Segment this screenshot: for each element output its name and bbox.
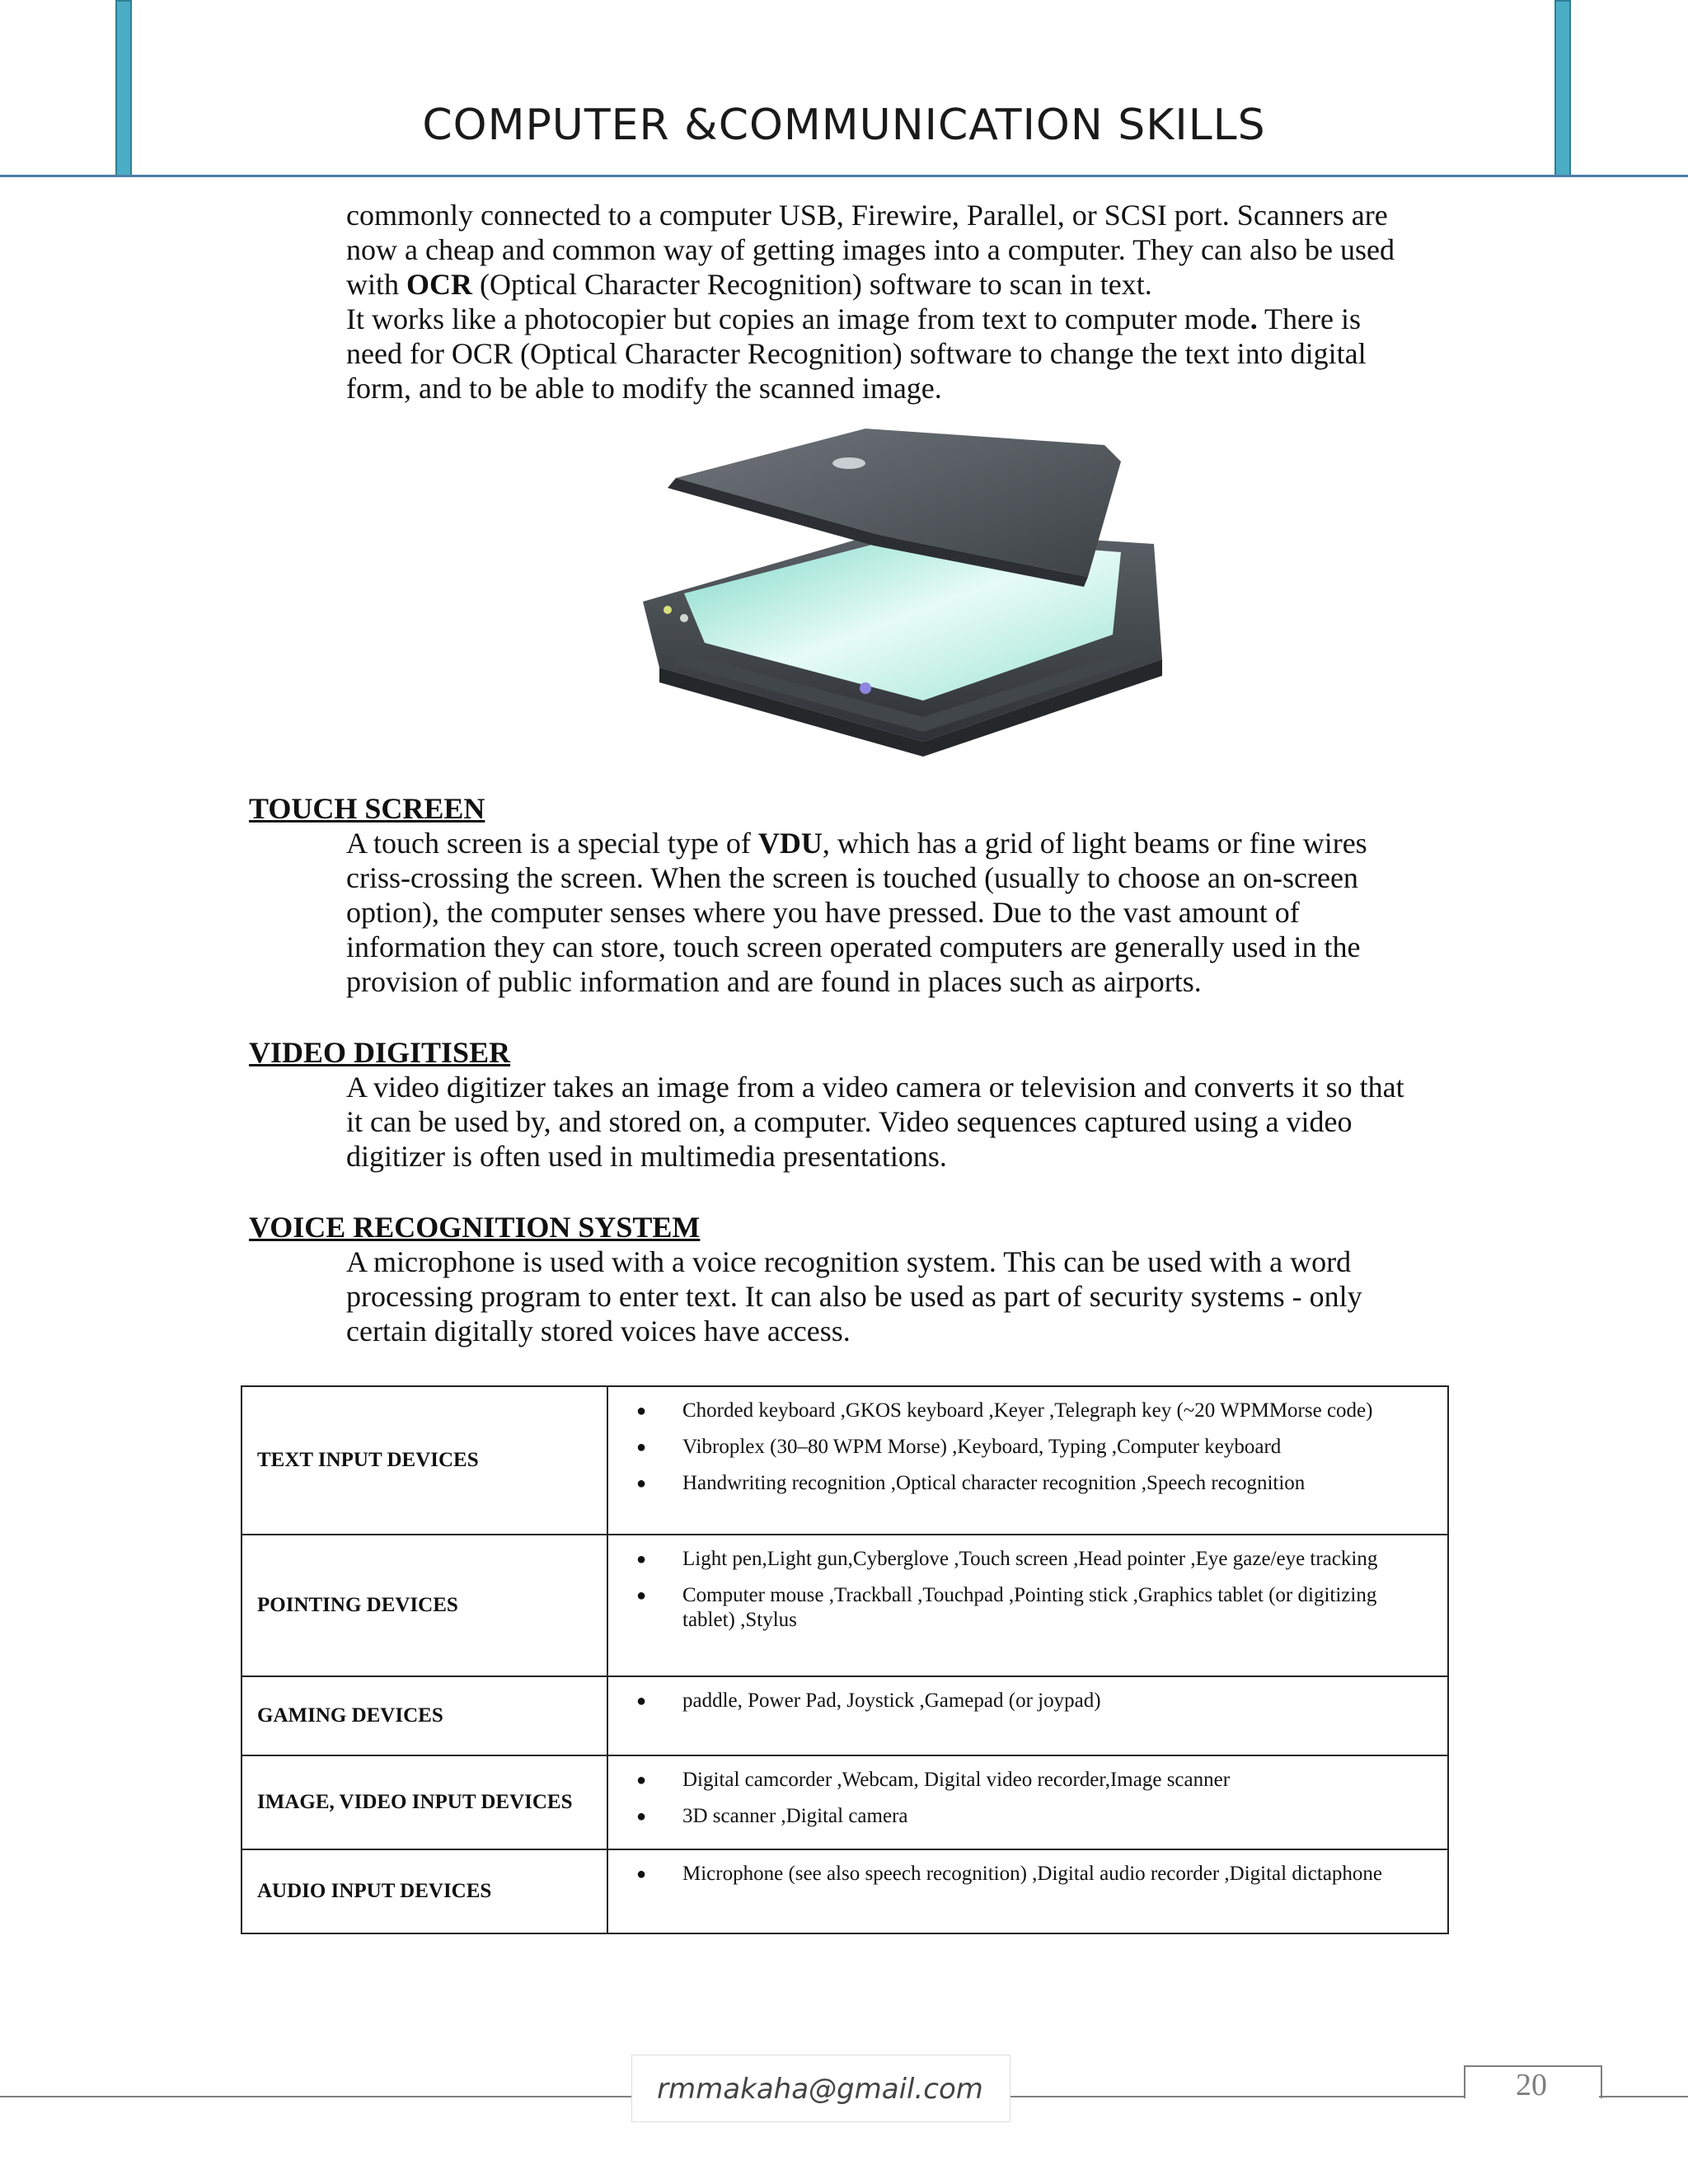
table-row [241, 1386, 1448, 1535]
text-line: A video digitizer takes an image from a video camera or television and converts it so that [346, 1071, 1404, 1104]
list-item: ● paddle, Power Pad, Joystick ,Gamepad (or joypad) [682, 1689, 1431, 1713]
items-cell [607, 1755, 1448, 1849]
footer-email: rmmakaha@gmail.com [657, 2073, 983, 2106]
video-digitiser-paragraph [346, 1070, 1451, 1174]
text-line: now a cheap and common way of getting images into a computer. They can also be used [346, 233, 1395, 266]
text-line: A microphone is used with a voice recognition system. This can be used with a word [346, 1245, 1352, 1278]
text-line: it can be used by, and stored on, a computer. Video sequences captured using a video [346, 1105, 1353, 1138]
voice-recognition-heading: VOICE RECOGNITION SYSTEM [249, 1211, 701, 1244]
touch-screen-heading: TOUCH SCREEN [249, 792, 485, 825]
text-line: need for OCR (Optical Character Recognition) software to change the text into digital [346, 337, 1367, 370]
items-cell [607, 1386, 1448, 1535]
text-line: option), the computer senses where you have pressed. Due to the vast amount of [346, 896, 1300, 929]
table-row [241, 1535, 1448, 1676]
text-line: provision of public information and are found in places such as airports. [346, 965, 1202, 998]
header-rule [0, 175, 1688, 177]
items-cell [607, 1535, 1448, 1676]
category-cell: POINTING DEVICES [241, 1535, 607, 1676]
category-cell: GAMING DEVICES [241, 1676, 607, 1755]
text-line: It works like a photocopier but copies an image from text to computer mode. There is [346, 302, 1361, 335]
vdu-bold: VDU [757, 827, 823, 860]
text-line: with OCR (Optical Character Recognition) software to scan in text. [346, 268, 1152, 301]
text-line: digitizer is often used in multimedia presentations. [346, 1140, 947, 1173]
page-number: 20 [1516, 2068, 1547, 2102]
input-devices-table [241, 1385, 1449, 1934]
voice-recognition-paragraph [346, 1244, 1451, 1348]
page-header-title: COMPUTER &COMMUNICATION SKILLS [422, 101, 1266, 150]
list-item: ● Microphone (see also speech recognition) ,Digital audio recorder ,Digital dictaphone [682, 1862, 1431, 1886]
text-line: criss-crossing the screen. When the screen is touched (usually to choose an on-screen [346, 861, 1358, 894]
table-row [241, 1676, 1448, 1755]
items-cell [607, 1849, 1448, 1933]
flatbed-scanner-image [626, 412, 1170, 758]
list-item: ● Light pen,Light gun,Cyberglove ,Touch screen ,Head pointer ,Eye gaze/eye tracking [682, 1547, 1431, 1572]
list-item: ● 3D scanner ,Digital camera [682, 1804, 1431, 1829]
table-row [241, 1755, 1448, 1849]
list-item: ● Handwriting recognition ,Optical character recognition ,Speech recognition [682, 1471, 1431, 1496]
text-line: A touch screen is a special type of VDU, which has a grid of light beams or fine wires [346, 827, 1367, 860]
items-cell [607, 1676, 1448, 1755]
footer-rule-right [1599, 2096, 1688, 2097]
table-row [241, 1849, 1448, 1933]
ocr-bold: OCR [406, 268, 473, 301]
list-item: ● Vibroplex (30–80 WPM Morse) ,Keyboard, Typing ,Computer keyboard [682, 1435, 1431, 1460]
category-cell: AUDIO INPUT DEVICES [241, 1849, 607, 1933]
text-line: commonly connected to a computer USB, Firewire, Parallel, or SCSI port. Scanners are [346, 199, 1388, 232]
list-item: ● Computer mouse ,Trackball ,Touchpad ,Pointing stick ,Graphics tablet (or digitizing tablet) ,Stylus [682, 1583, 1431, 1633]
footer-rule-left [0, 2096, 631, 2097]
touch-screen-paragraph [346, 826, 1451, 999]
list-item: ● Digital camcorder ,Webcam, Digital video recorder,Image scanner [682, 1768, 1431, 1793]
text-line: form, and to be able to modify the scanned image. [346, 372, 942, 405]
intro-paragraph [346, 198, 1451, 405]
category-cell: IMAGE, VIDEO INPUT DEVICES [241, 1755, 607, 1849]
footer-rule-middle [1009, 2096, 1464, 2097]
category-cell: TEXT INPUT DEVICES [241, 1386, 607, 1535]
text-line: certain digitally stored voices have access. [346, 1315, 851, 1347]
text-line: processing program to enter text. It can also be used as part of security systems - only [346, 1280, 1362, 1313]
list-item: ● Chorded keyboard ,GKOS keyboard ,Keyer ,Telegraph key (~20 WPMMorse code) [682, 1399, 1431, 1423]
video-digitiser-heading: VIDEO DIGITISER [249, 1036, 511, 1069]
text-line: information they can store, touch screen operated computers are generally used in the [346, 930, 1361, 963]
